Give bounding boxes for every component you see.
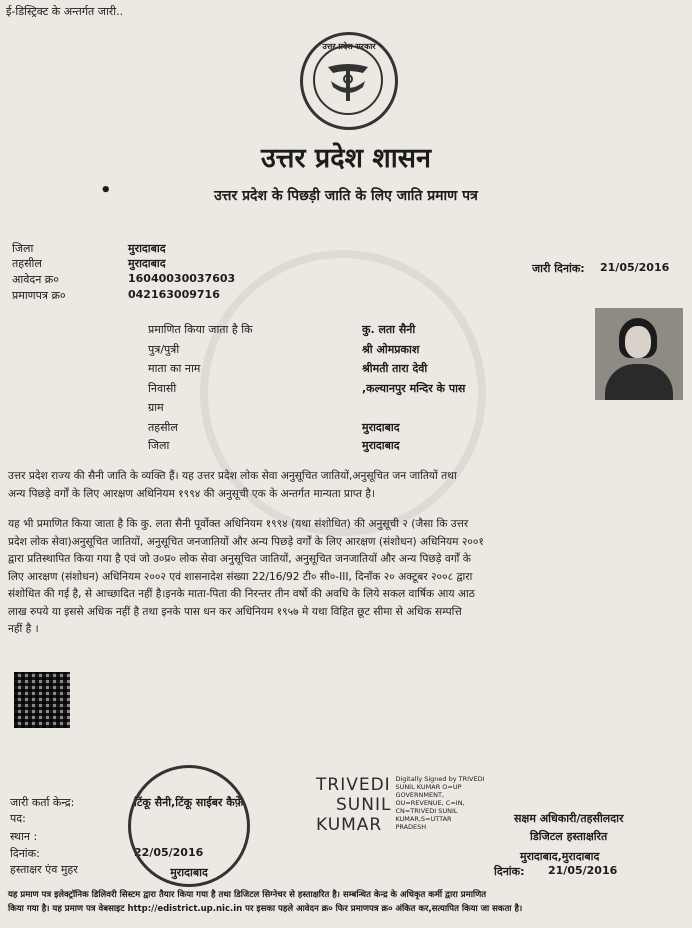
authority-date-label: दिनांक: <box>494 865 525 878</box>
detail-label-name: प्रमाणित किया जाता है कि <box>148 323 253 336</box>
bullet-mark: • <box>100 180 112 201</box>
issuer-post-label: पद: <box>10 812 26 825</box>
top-note: ई-डिस्ट्रिक्ट के अन्तर्गत जारी.. <box>6 5 124 18</box>
paragraph-line: नहीं है । <box>8 623 39 635</box>
verification-footer <box>8 888 684 916</box>
paragraph-line: लिए आरक्षण (संशोधन) अधिनियम २००२ एवं शासनादेश संख्या 22/16/92 टी० सी०-III, दिनाँक २० अक्टूबर २००८ द्वारा <box>8 570 473 583</box>
authority-date-value: 21/05/2016 <box>548 864 618 877</box>
issuer-date-label: दिनांक: <box>10 847 40 860</box>
creamy-layer-paragraph <box>8 516 680 639</box>
paragraph-line: द्वारा प्रतिस्थापित किया गया है एवं जो उ०प्र० लोक सेवा अनुसूचित जातियों, अनुसूचित जनजातियों और अन्य पिछड़े वर्गों के <box>8 553 471 565</box>
issuer-center-label: जारी कर्ता केन्द्र: <box>10 796 75 809</box>
application-no-value: 16040030037603 <box>128 272 236 285</box>
footer-line: यह प्रमाण पत्र इलेक्ट्रॉनिक डिलिवरी सिस्टम द्वारा तैयार किया गया है तथा डिजिटल सिग्नेचर से हस्ताक्षरित है। सम्बन्धित केन्द्र के अधिकृत कर्मी द्वारा प्रमाणित <box>8 890 487 900</box>
authority-location: मुरादाबाद,मुरादाबाद <box>520 850 600 863</box>
seal-text: उत्तर प्रदेश सरकार <box>322 42 376 51</box>
detail-label-parent: पुत्र/पुत्री <box>148 343 180 356</box>
issuer-center-value: टिंकू सैनी,टिंकू साईबर कैफ़े <box>134 796 244 809</box>
detail-label-tehsil: तहसील <box>148 421 178 434</box>
paragraph-line: संशोधित की गई है, से आच्छादित नहीं है।इनके माता-पिता की निरन्तर तीन वर्षो की अवधि के लिये सकल वार्षिक आय आठ <box>8 588 475 600</box>
caste-statement-paragraph <box>8 468 680 503</box>
issue-date-value: 21/05/2016 <box>600 261 670 274</box>
tehsil-label: तहसील <box>12 257 42 270</box>
detail-value-district: मुरादाबाद <box>362 439 400 452</box>
certificate-no-value: 042163009716 <box>128 288 220 301</box>
detail-label-district: जिला <box>148 439 170 452</box>
signature-details: Digitally Signed by TRIVEDI SUNIL KUMAR O=UP GOVERNMENT, OU=REVENUE, C=IN, CN=TRIVEDI SUNIL KUMAR,S=UTTAR PRADESH <box>395 775 485 831</box>
issuer-signature-label: हस्ताक्षर एंव मुहर <box>10 863 78 876</box>
issuer-place-label: स्थान : <box>10 830 38 843</box>
paragraph-line: लाख रुपये या इससे अधिक नहीं है तथा इनके पास धन कर अधिनियम १९५७ मे यथा विहित छूट सीमा से अधिक सम्पत्ति <box>8 605 462 618</box>
district-label: जिला <box>12 242 34 255</box>
issue-date-label: जारी दिनांक: <box>532 262 585 275</box>
tehsil-value: मुरादाबाद <box>128 257 166 270</box>
paragraph-line: उत्तर प्रदेश राज्य की सैनी जाति के व्यक्ति हैं। यह उत्तर प्रदेश लोक सेवा अनुसूचित जातियों,अनुसूचित जन जातियों तथा <box>8 470 457 482</box>
application-no-label: आवेदन क्र० <box>12 273 59 286</box>
applicant-photo <box>595 308 683 400</box>
paragraph-line: प्रदेश लोक सेवा)अनुसूचित जातियों, अनुसूचित जनजातियों और अन्य पिछड़े वर्गों के लिए आरक्षण (संशोधन) अधिनियम २००१ <box>8 535 484 548</box>
detail-label-resident: निवासी <box>148 382 177 395</box>
issuer-date-value: 22/05/2016 <box>134 846 204 859</box>
detail-value-mother: श्रीमती तारा देवी <box>362 362 428 375</box>
paragraph-line: यह भी प्रमाणित किया जाता है कि कु. लता सैनी पूर्वोक्त अधिनियम १९९४ (यथा संशोधित) की अनुसूची २ (जैसा कि उत्तर <box>8 518 469 530</box>
detail-value-name: कु. लता सैनी <box>362 323 416 336</box>
authority-digital-signed: डिजिटल हस्ताक्षरित <box>530 830 608 843</box>
stamp-text: मुरादाबाद <box>170 866 208 879</box>
certificate-no-label: प्रमाणपत्र क्र० <box>12 289 66 302</box>
govt-seal-emblem <box>300 32 398 130</box>
qr-code-icon <box>14 672 70 728</box>
detail-label-village: ग्राम <box>148 401 164 414</box>
authority-title: सक्षम अधिकारी/तहसीलदार <box>514 812 624 825</box>
document-subtitle: उत्तर प्रदेश के पिछड़ी जाति के लिए जाति प्रमाण पत्र <box>214 188 478 204</box>
detail-value-resident: ,कल्यानपुर मन्दिर के पास <box>362 382 466 395</box>
detail-value-parent: श्री ओमप्रकाश <box>362 343 420 356</box>
emblem-icon <box>323 59 373 105</box>
detail-label-mother: माता का नाम <box>148 362 201 375</box>
district-value: मुरादाबाद <box>128 242 166 255</box>
paragraph-line: अन्य पिछड़े वर्गों के लिए आरक्षण अधिनियम १९९४ की अनुसूची एक के अन्तर्गत मान्यता प्राप्त है। <box>8 487 376 500</box>
footer-line: किया गया है। यह प्रमाण पत्र वेबसाइट http://edistrict.up.nic.in पर इसका पहले आवेदन क्र० फिर प्रमाणपत्र क्र० अंकित कर,सत्यापित किया जा सकता है। <box>8 904 523 914</box>
center-stamp <box>128 765 250 887</box>
document-title: उत्तर प्रदेश शासन <box>261 143 431 174</box>
signer-name: TRIVEDI SUNIL KUMAR <box>316 775 392 835</box>
detail-value-tehsil: मुरादाबाद <box>362 421 400 434</box>
digital-signature <box>316 775 485 835</box>
